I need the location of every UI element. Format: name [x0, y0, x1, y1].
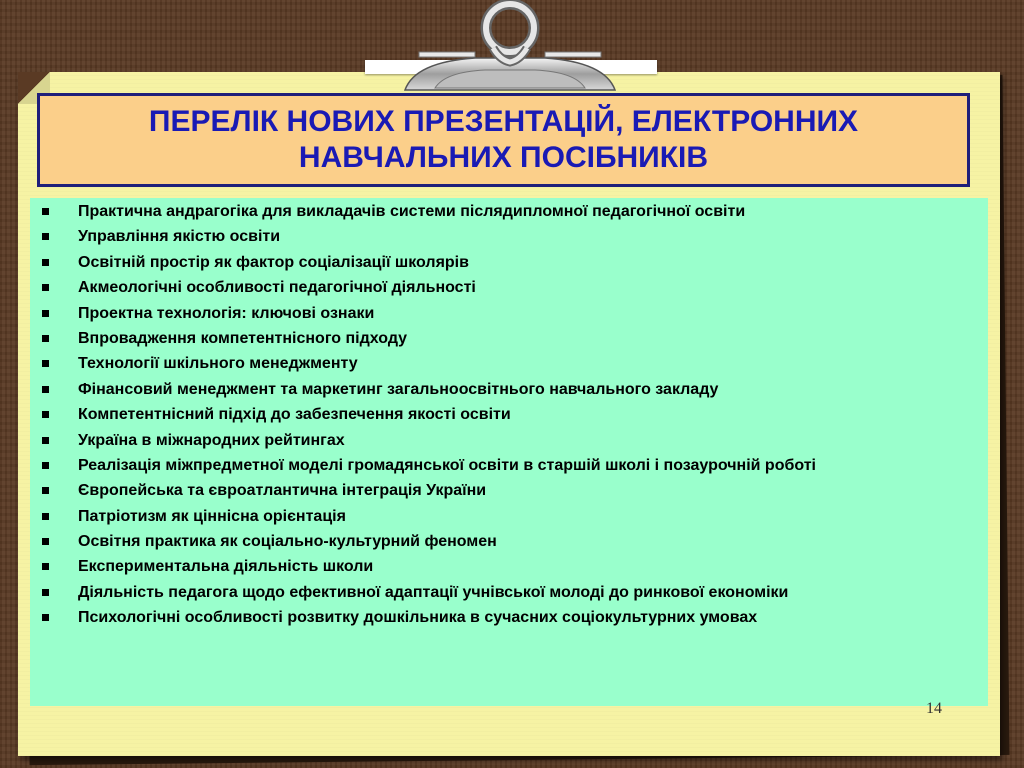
list-item	[42, 609, 978, 626]
square-bullet-icon	[42, 437, 49, 444]
list-item-text: Реалізація міжпредметної моделі громадянської освіти в старшій школі і позаурочній роботі	[78, 456, 816, 474]
list-item-text: Діяльність педагога щодо ефективної адаптації учнівської молоді до ринкової економіки	[78, 583, 789, 601]
list-item-text: Компетентнісний підхід до забезпечення якості освіти	[78, 406, 511, 424]
square-bullet-icon	[42, 487, 49, 494]
square-bullet-icon	[42, 538, 49, 545]
square-bullet-icon	[42, 233, 49, 240]
list-item	[42, 355, 978, 372]
list-item	[42, 228, 978, 245]
list-item-text: Технології шкільного менеджменту	[78, 355, 358, 373]
list-item	[42, 203, 978, 220]
list-item-text: Фінансовий менеджмент та маркетинг загальноосвітнього навчального закладу	[78, 380, 719, 398]
square-bullet-icon	[42, 360, 49, 367]
square-bullet-icon	[42, 411, 49, 418]
square-bullet-icon	[42, 208, 49, 215]
list-item	[42, 305, 978, 322]
list-item	[42, 482, 978, 499]
list-item	[42, 381, 978, 398]
list-item	[42, 533, 978, 550]
list-item	[42, 432, 978, 449]
list-item	[42, 508, 978, 525]
list-item-text: Європейська та євроатлантична інтеграція України	[78, 482, 487, 500]
list-item	[42, 457, 978, 474]
list-item	[42, 254, 978, 271]
list-item	[42, 279, 978, 296]
binder-clip-icon	[375, 0, 645, 100]
slide-title: ПЕРЕЛІК НОВИХ ПРЕЗЕНТАЦІЙ, ЕЛЕКТРОННИХ НАВЧАЛЬНИХ ПОСІБНИКІВ	[148, 105, 859, 174]
list-item-text: Проектна технологія: ключові ознаки	[78, 304, 375, 322]
presentation-list-panel	[30, 198, 988, 706]
square-bullet-icon	[42, 335, 49, 342]
square-bullet-icon	[42, 284, 49, 291]
list-item-text: Управління якістю освіти	[78, 228, 281, 246]
square-bullet-icon	[42, 462, 49, 469]
list-item	[42, 406, 978, 423]
square-bullet-icon	[42, 386, 49, 393]
list-item-text: Експериментальна діяльність школи	[78, 558, 374, 576]
square-bullet-icon	[42, 513, 49, 520]
title-box	[37, 93, 970, 187]
list-item	[42, 584, 978, 601]
list-item-text: Впровадження компетентнісного підходу	[78, 329, 408, 347]
list-item	[42, 330, 978, 347]
list-item-text: Україна в міжнародних рейтингах	[78, 431, 345, 449]
list-item-text: Психологічні особливості розвитку дошкільника в сучасних соціокультурних умовах	[78, 609, 758, 627]
slide-number: 14	[926, 700, 942, 717]
list-item	[42, 558, 978, 575]
list-item-text: Освітній простір як фактор соціалізації школярів	[78, 253, 469, 271]
list-item-text: Практична андрагогіка для викладачів системи післядипломної педагогічної освіти	[78, 203, 746, 220]
square-bullet-icon	[42, 614, 49, 621]
square-bullet-icon	[42, 589, 49, 596]
square-bullet-icon	[42, 259, 49, 266]
square-bullet-icon	[42, 563, 49, 570]
square-bullet-icon	[42, 310, 49, 317]
list-item-text: Акмеологічні особливості педагогічної діяльності	[78, 279, 476, 297]
list-item-text: Освітня практика як соціально-культурний феномен	[78, 533, 497, 551]
list-item-text: Патріотизм як ціннісна орієнтація	[78, 507, 346, 525]
presentation-list	[42, 203, 978, 626]
